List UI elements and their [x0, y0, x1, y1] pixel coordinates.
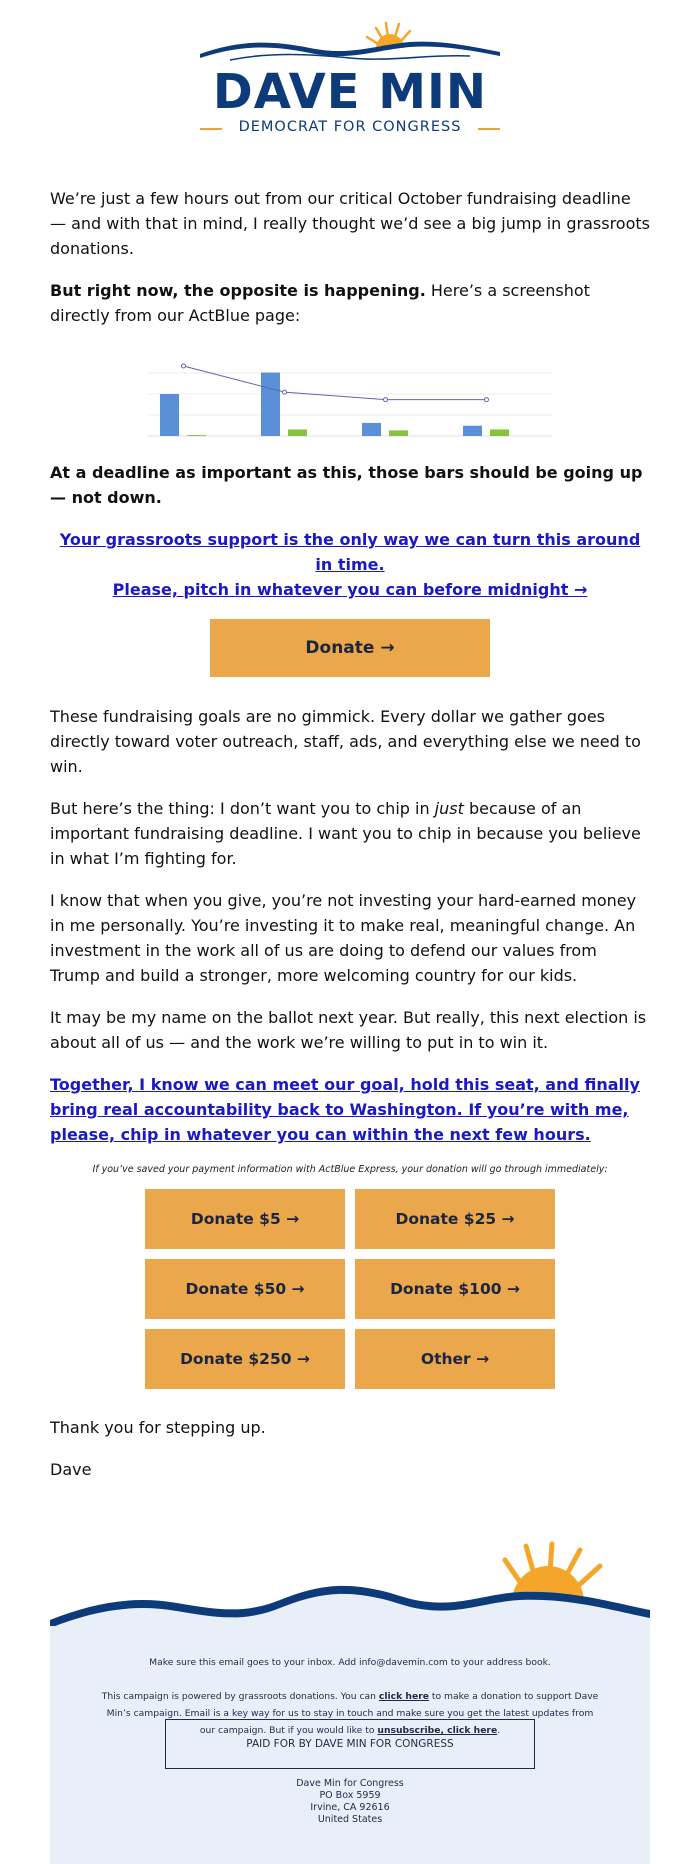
footer-wave-sun-icon: [50, 1540, 650, 1630]
donate-button[interactable]: Donate →: [210, 619, 490, 677]
powered-line3-b: .: [497, 1725, 501, 1736]
powered-a: This campaign is powered by grassroots donations. You can: [101, 1691, 379, 1702]
support-link[interactable]: [50, 527, 650, 602]
powered-line-2: Min’s campaign. Email is a key way for us to stay in touch and make sure you get the latest updates from: [106, 1708, 594, 1719]
click-here-link[interactable]: click here: [378, 1691, 429, 1702]
chart-line-point-2: [384, 398, 388, 402]
thing-em: just: [434, 799, 464, 818]
thanks-line: Thank you for stepping up.: [50, 1418, 266, 1437]
donate-100-button[interactable]: Donate $100 →: [355, 1259, 555, 1319]
paragraph-deadline: [50, 460, 650, 510]
donate-25-button[interactable]: Donate $25 →: [355, 1189, 555, 1249]
actblue-express-note: If you’ve saved your payment information with ActBlue Express, your donation will go through immediately:: [92, 1164, 608, 1175]
logo-name: DAVE MIN: [212, 64, 488, 120]
donate-other-button[interactable]: Other →: [355, 1329, 555, 1389]
deadline-bold: At a deadline as important as this, those bars should be going up — not down.: [50, 463, 643, 507]
support-link-line2[interactable]: Please, pitch in whatever you can before midnight →: [112, 580, 588, 599]
chart-bar-s1-3: [490, 429, 509, 436]
powered-line3-a: our campaign. But if you would like to: [199, 1725, 378, 1736]
address-line-1: Dave Min for Congress: [296, 1778, 404, 1789]
chart-bar-s0-3: [463, 426, 482, 436]
paragraph-investing: I know that when you give, you’re not investing your hard-earned money in me personally. You’re investing it to make real, meaningful change. An investment in the work all of us are doing to defend our values from Trump and build a stronger, more welcoming country for our kids.: [50, 891, 637, 985]
powered-b: to make a donation to support Dave: [428, 1691, 599, 1702]
paragraph-opposite: [50, 278, 650, 328]
accountability-link[interactable]: Together, I know we can meet our goal, hold this seat, and finally bring real accountability back to Washington. If you’re with me, please, chip in whatever you can within the next few hours.: [50, 1075, 640, 1144]
paragraph-goals: These fundraising goals are no gimmick. Every dollar we gather goes directly toward voter outreach, staff, ads, and everything else we need to win.: [50, 707, 641, 776]
chart-bar-s0-2: [362, 423, 381, 436]
logo-rule-right: [478, 128, 500, 130]
actblue-chart: [50, 342, 650, 442]
paragraph-ballot: It may be my name on the ballot next year. But really, this next election is about all of us — and the work we’re willing to put in to win it.: [50, 1008, 647, 1052]
opposite-rest: Here’s a screenshot directly from our ActBlue page:: [50, 281, 590, 325]
campaign-logo: [0, 18, 700, 138]
donate-5-button[interactable]: Donate $5 →: [145, 1189, 345, 1249]
unsubscribe-link[interactable]: unsubscribe, click here: [377, 1725, 498, 1736]
chart-bar-s1-2: [389, 430, 408, 436]
donate-amount-grid: [145, 1189, 555, 1389]
address-line-3: Irvine, CA 92616: [310, 1802, 390, 1813]
chart-line-point-0: [182, 364, 186, 368]
email-body: [50, 186, 650, 1499]
paragraph-intro: We’re just a few hours out from our critical October fundraising deadline — and with that in mind, I really thought we’d see a big jump in grassroots donations.: [50, 189, 650, 258]
chart-line-point-3: [485, 398, 489, 402]
chart-line-point-1: [283, 390, 287, 394]
address-line-2: PO Box 5959: [319, 1790, 381, 1801]
footer-panel: [50, 1626, 650, 1864]
chart-bar-s0-1: [261, 373, 280, 436]
actblue-chart-svg: [148, 342, 552, 442]
opposite-bold: But right now, the opposite is happening.: [50, 281, 426, 300]
powered-line-1: [50, 1688, 650, 1706]
donate-50-button[interactable]: Donate $50 →: [145, 1259, 345, 1319]
email-footer: [50, 1540, 650, 1864]
chart-bar-s0-0: [160, 394, 179, 436]
support-link-line1[interactable]: Your grassroots support is the only way we can turn this around in time.: [59, 530, 641, 574]
thing-b: because of an important fundraising deadline. I want you to chip in because you believe in what I’m fighting for.: [50, 799, 641, 868]
signature: Dave: [50, 1460, 92, 1479]
inbox-note: Make sure this email goes to your inbox. Add info@davemin.com to your address book.: [149, 1657, 551, 1668]
thing-a: But here’s the thing: I don’t want you to chip in: [50, 799, 435, 818]
paragraph-thing: [50, 796, 650, 871]
chart-line: [184, 366, 487, 400]
logo-tagline: DEMOCRAT FOR CONGRESS: [238, 119, 462, 135]
address-line-4: United States: [317, 1814, 383, 1825]
donate-250-button[interactable]: Donate $250 →: [145, 1329, 345, 1389]
chart-bar-s1-0: [187, 435, 206, 436]
paid-for-box: PAID FOR BY DAVE MIN FOR CONGRESS: [165, 1719, 535, 1769]
chart-bar-s1-1: [288, 429, 307, 436]
